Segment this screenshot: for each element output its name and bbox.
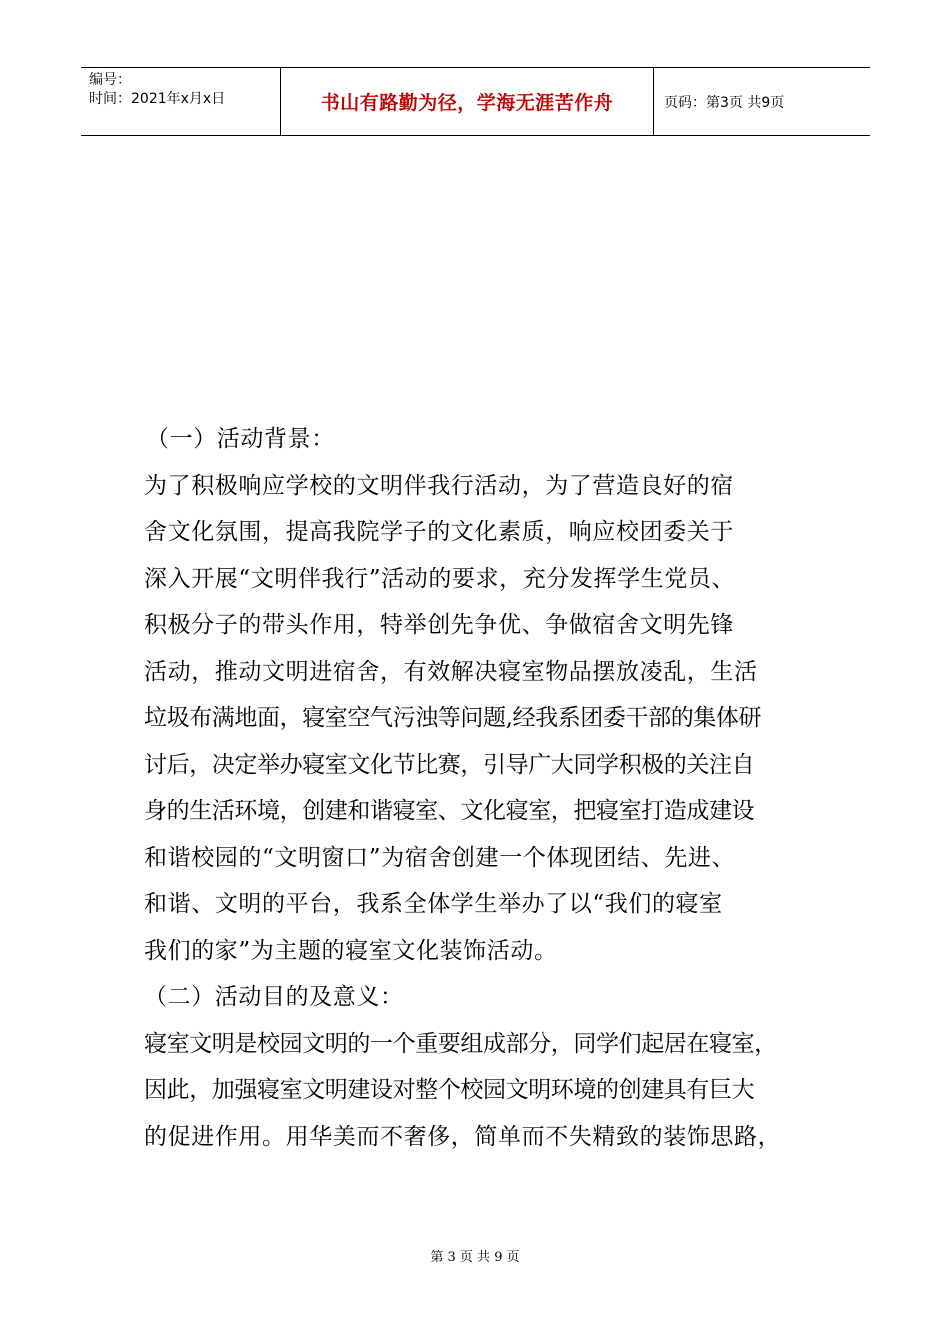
number-label: 编号： bbox=[89, 72, 131, 88]
paragraph-line: 和谐、文明的平台，我系全体学生举办了以“我们的寝室 bbox=[144, 891, 723, 917]
time-label: 时间：2021年x月x日 bbox=[89, 91, 226, 107]
section-heading-purpose: （二）活动目的及意义： bbox=[144, 984, 404, 1010]
paragraph-line: 舍文化氛围，提高我院学子的文化素质，响应校团委关于 bbox=[144, 519, 734, 545]
header-page-info: 页码：第3页 共9页 bbox=[664, 94, 785, 111]
page-header bbox=[81, 67, 870, 136]
paragraph-line: 积极分子的带头作用，特举创先争优、争做宿舍文明先锋 bbox=[144, 612, 734, 638]
page-footer: 第 3 页 共 9 页 bbox=[430, 1250, 520, 1265]
paragraph-line: 的促进作用。用华美而不奢侈，简单而不失精致的装饰思路， bbox=[144, 1123, 782, 1150]
paragraph-line: 讨后，决定举办寝室文化节比赛，引导广大同学积极的关注自 bbox=[144, 751, 755, 778]
paragraph-line: 垃圾布满地面，寝室空气污浊等问题,经我系团委干部的集体研 bbox=[144, 705, 762, 731]
paragraph-line: 因此，加强寝室文明建设对整个校园文明环境的创建具有巨大 bbox=[144, 1077, 755, 1103]
paragraph-line: 为了积极响应学校的文明伴我行活动，为了营造良好的宿 bbox=[144, 472, 734, 499]
paragraph-line: 我们的家”为主题的寝室文化装饰活动。 bbox=[144, 937, 558, 964]
paragraph-line: 寝室文明是校园文明的一个重要组成部分，同学们起居在寝室， bbox=[144, 1030, 777, 1057]
paragraph-line: 活动，推动文明进宿舍，有效解决寝室物品摆放凌乱，生活 bbox=[144, 658, 758, 685]
header-motto: 书山有路勤为径，学海无涯苦作舟 bbox=[281, 68, 654, 135]
header-meta bbox=[81, 68, 281, 135]
section-heading-background: （一）活动背景： bbox=[146, 426, 335, 452]
paragraph-line: 身的生活环境，创建和谐寝室、文化寝室，把寝室打造成建设 bbox=[144, 798, 755, 824]
paragraph-line: 深入开展“文明伴我行”活动的要求，充分发挥学生党员、 bbox=[144, 565, 736, 592]
document-body bbox=[144, 416, 814, 1160]
paragraph-line: 和谐校园的“文明窗口”为宿舍创建一个体现团结、先进、 bbox=[144, 844, 736, 871]
